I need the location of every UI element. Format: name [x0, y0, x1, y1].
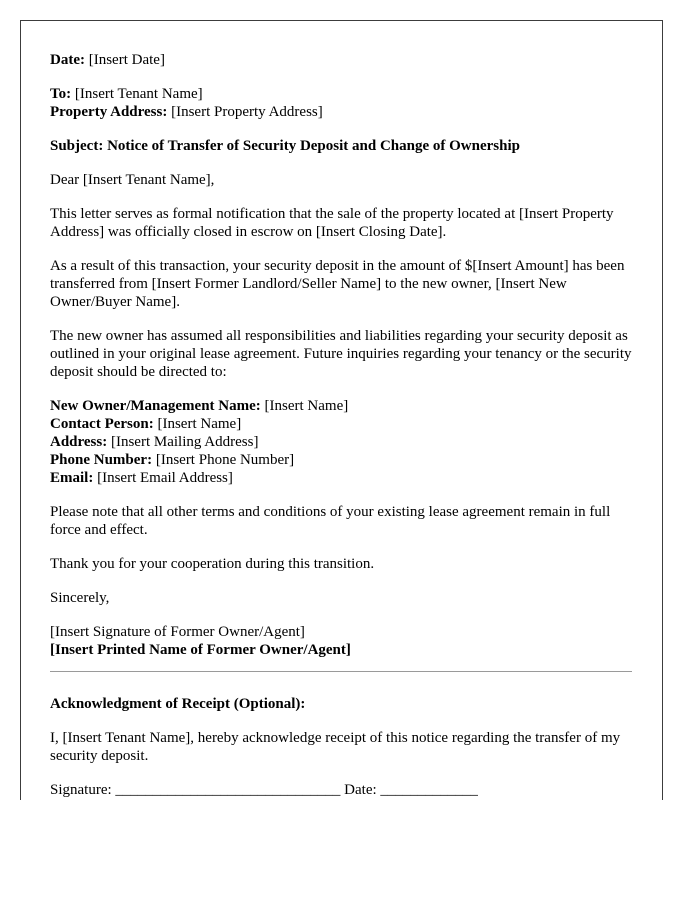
contact-phone-label: Phone Number: — [50, 452, 153, 468]
contact-email-line — [50, 469, 632, 487]
ack-date-line: _____________ — [380, 782, 478, 798]
to-label: To: — [50, 86, 72, 102]
paragraph-deposit-transfer: As a result of this transaction, your security deposit in the amount of $[Insert Amount] has been transferred from [Insert Former Landlord/Seller Name] to the new owner, [Insert New Owner/Buyer Name]. — [50, 258, 625, 310]
contact-owner-name-line — [50, 397, 632, 415]
recipient-block — [50, 85, 632, 121]
contact-address-value: [Insert Mailing Address] — [110, 434, 259, 450]
property-address-line — [50, 103, 632, 121]
acknowledgment-signature-row — [50, 781, 632, 799]
contact-phone-line — [50, 451, 632, 469]
signoff-block — [50, 623, 632, 659]
contact-address-label: Address: — [50, 434, 108, 450]
to-line — [50, 85, 632, 103]
contact-person-value: [Insert Name] — [157, 416, 242, 432]
paragraph-terms-note: Please note that all other terms and conditions of your existing lease agreement remain in full force and effect. — [50, 504, 611, 538]
contact-person-label: Contact Person: — [50, 416, 154, 432]
signature-placeholder-line: [Insert Signature of Former Owner/Agent] — [50, 624, 305, 640]
contact-owner-name-value: [Insert Name] — [264, 398, 349, 414]
date-line — [50, 51, 632, 69]
paragraph-responsibilities: The new owner has assumed all responsibilities and liabilities regarding your security deposit as outlined in your original lease agreement. Future inquiries regarding your tenancy or the security deposit should be directed to: — [50, 328, 632, 380]
letter-page-frame — [20, 20, 663, 800]
contact-address-line — [50, 433, 632, 451]
paragraph-thanks: Thank you for your cooperation during this transition. — [50, 556, 375, 572]
ack-date-label: Date: — [344, 782, 377, 798]
salutation: Dear [Insert Tenant Name], — [50, 172, 215, 188]
acknowledgment-heading: Acknowledgment of Receipt (Optional): — [50, 696, 306, 712]
date-value: [Insert Date] — [88, 52, 165, 68]
acknowledgment-statement: I, [Insert Tenant Name], hereby acknowledge receipt of this notice regarding the transfer of my security deposit. — [50, 730, 621, 764]
contact-details-block — [50, 397, 632, 487]
contact-email-value: [Insert Email Address] — [97, 470, 233, 486]
date-label: Date: — [50, 52, 85, 68]
ack-signature-label: Signature: — [50, 782, 112, 798]
contact-owner-name-label: New Owner/Management Name: — [50, 398, 261, 414]
contact-person-line — [50, 415, 632, 433]
to-value: [Insert Tenant Name] — [74, 86, 203, 102]
contact-email-label: Email: — [50, 470, 94, 486]
subject-line: Subject: Notice of Transfer of Security Deposit and Change of Ownership — [50, 138, 520, 154]
paragraph-escrow-notice: This letter serves as formal notification that the sale of the property located at [Insert Property Address] was officially closed in escrow on [Insert Closing Date]. — [50, 206, 614, 240]
property-address-label: Property Address: — [50, 104, 168, 120]
contact-phone-value: [Insert Phone Number] — [155, 452, 295, 468]
ack-signature-line: ______________________________ — [115, 782, 341, 798]
printed-name-placeholder-line: [Insert Printed Name of Former Owner/Agent] — [50, 642, 351, 658]
section-divider — [50, 671, 632, 672]
valediction: Sincerely, — [50, 590, 110, 606]
property-address-value: [Insert Property Address] — [171, 104, 323, 120]
